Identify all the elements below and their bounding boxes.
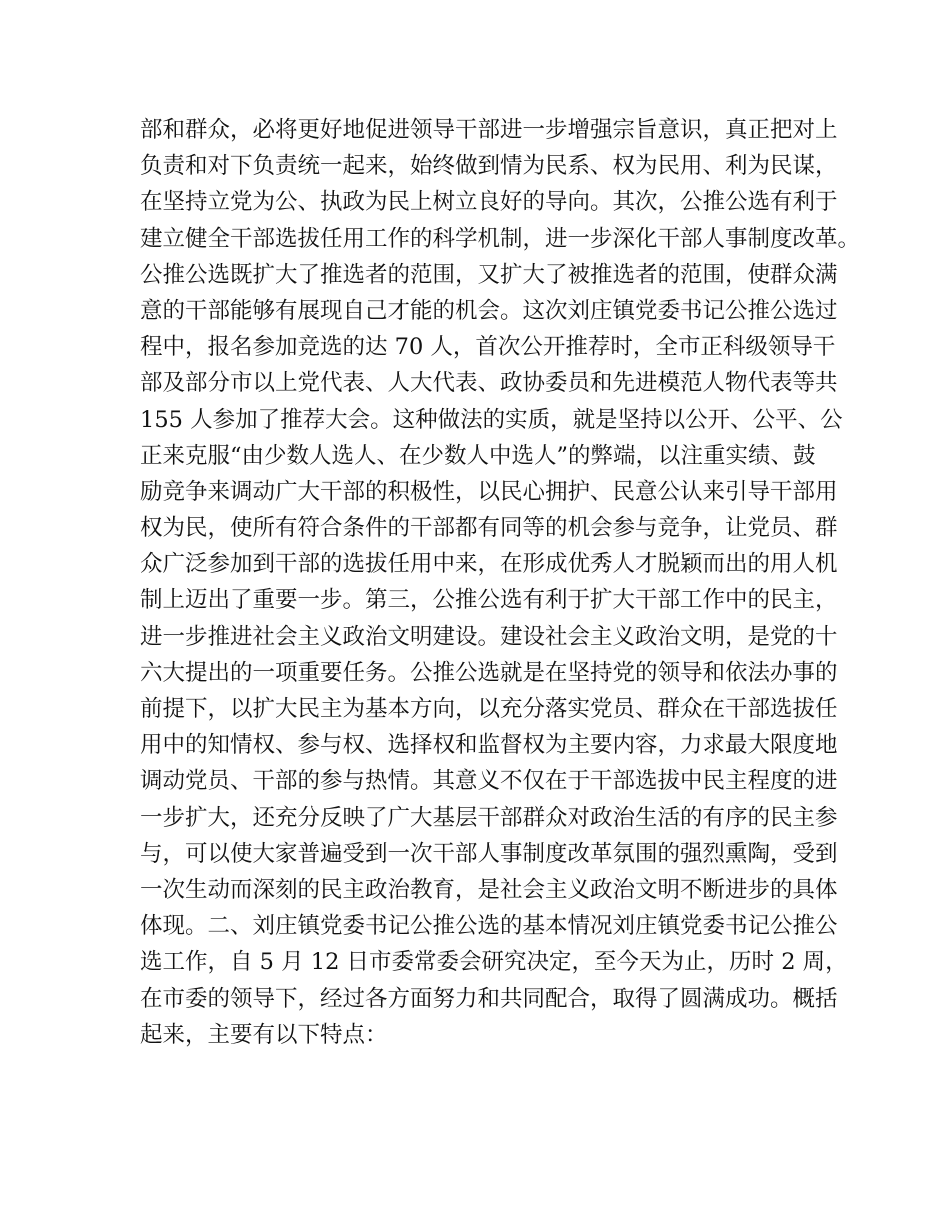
- text-line: 前提下，以扩大民主为基本方向，以充分落实党员、群众在干部选拔任: [140, 696, 838, 722]
- text-line: 体现。二、刘庄镇党委书记公推公选的基本情况刘庄镇党委书记公推公: [140, 913, 838, 940]
- text-line: 选工作，自 5 月 12 日市委常委会研究决定，至今天为止，历时 2 周，: [140, 949, 848, 976]
- text-line: 励竞争来调动广大干部的积极性，以民心拥护、民意公认来引导干部用: [140, 478, 838, 505]
- text-line: 程中，报名参加竞选的达 70 人，首次公开推荐时，全市正科级领导干: [140, 334, 836, 361]
- text-line: 在市委的领导下，经过各方面努力和共同配合，取得了圆满成功。概括: [140, 985, 838, 1012]
- text-line: 在坚持立党为公、执政为民上树立良好的导向。其次，公推公选有利于: [140, 189, 838, 216]
- text-line: 负责和对下负责统一起来，始终做到情为民系、权为民用、利为民谋，: [140, 153, 838, 180]
- text-line: 调动党员、干部的参与热情。其意义不仅在于干部选拔中民主程度的进: [140, 768, 838, 795]
- text-line: 部及部分市以上党代表、人大代表、政协委员和先进模范人物代表等共: [140, 370, 838, 397]
- text-line: 正来克服“由少数人选人、在少数人中选人”的弊端，以注重实绩、鼓: [140, 442, 816, 469]
- text-line: 意的干部能够有展现自己才能的机会。这次刘庄镇党委书记公推公选过: [140, 297, 838, 324]
- body-paragraph: [140, 112, 861, 1053]
- text-line: 六大提出的一项重要任务。公推公选就是在坚持党的领导和依法办事的: [140, 659, 838, 686]
- text-line: 建立健全干部选拔任用工作的科学机制，进一步深化干部人事制度改革。: [140, 225, 861, 252]
- text-line: 155 人参加了推荐大会。这种做法的实质，就是坚持以公开、公平、公: [140, 406, 843, 433]
- text-line: 众广泛参加到干部的选拔任用中来，在形成优秀人才脱颖而出的用人机: [140, 551, 838, 578]
- text-line: 进一步推进社会主义政治文明建设。建设社会主义政治文明，是党的十: [140, 623, 838, 650]
- text-line: 制上迈出了重要一步。第三，公推公选有利于扩大干部工作中的民主，: [140, 587, 838, 614]
- text-line: 用中的知情权、参与权、选择权和监督权为主要内容，力求最大限度地: [140, 732, 838, 759]
- text-line: 一次生动而深刻的民主政治教育，是社会主义政治文明不断进步的具体: [140, 876, 838, 903]
- text-line: 与，可以使大家普遍受到一次干部人事制度改革氛围的强烈熏陶，受到: [140, 840, 838, 867]
- text-line: 权为民，使所有符合条件的干部都有同等的机会参与竞争，让党员、群: [140, 515, 838, 542]
- text-line: 公推公选既扩大了推选者的范围，又扩大了被推选者的范围，使群众满: [140, 261, 838, 288]
- text-line: 部和群众，必将更好地促进领导干部进一步增强宗旨意识，真正把对上: [140, 117, 838, 143]
- text-line: 起来，主要有以下特点：: [140, 1021, 388, 1048]
- text-line: 一步扩大，还充分反映了广大基层干部群众对政治生活的有序的民主参: [140, 804, 838, 831]
